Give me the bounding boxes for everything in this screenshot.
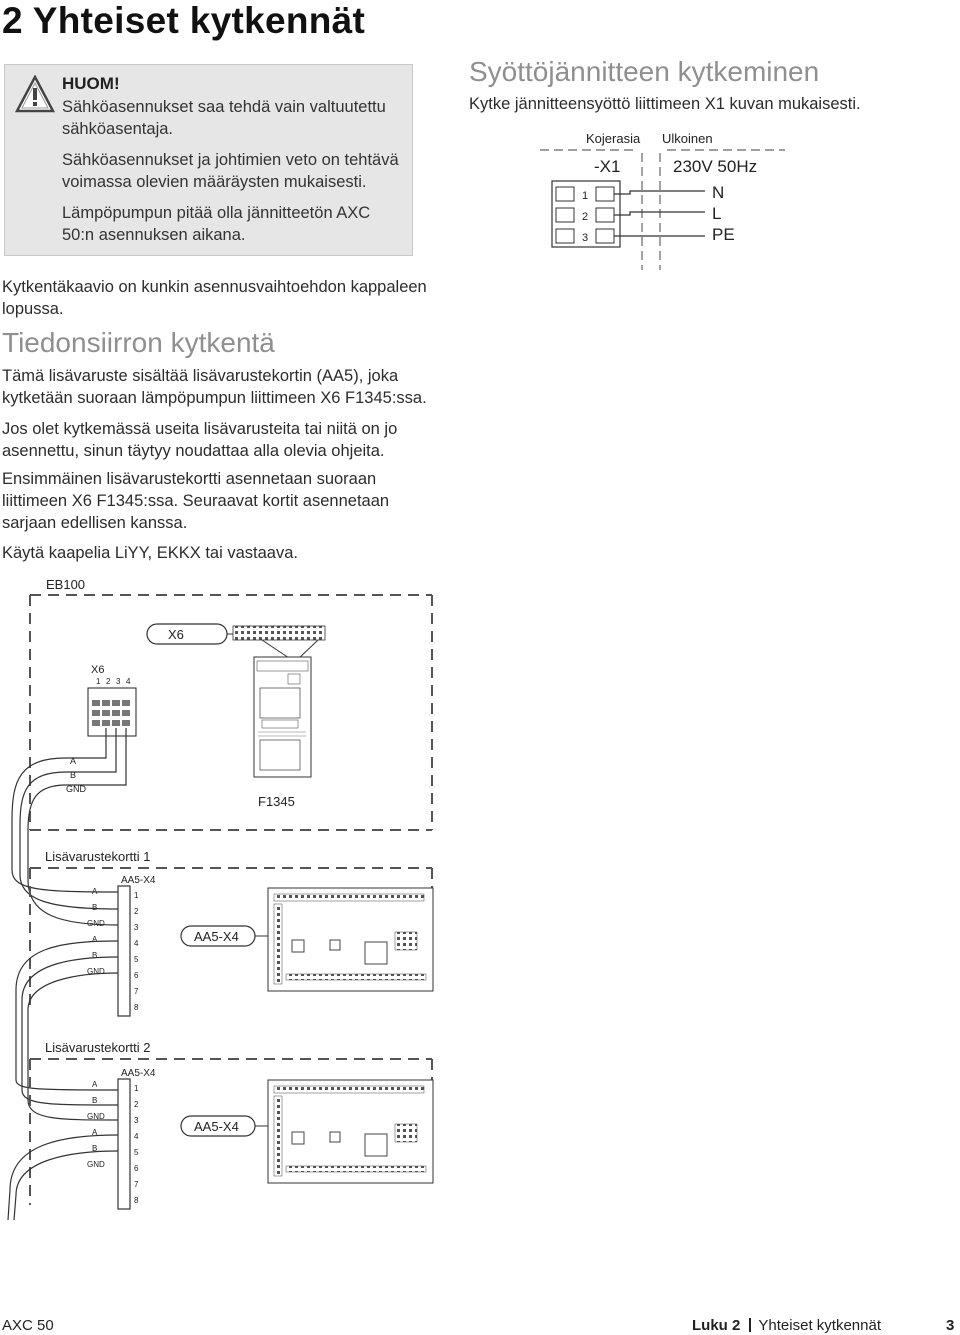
card2-signal-a-1: A [92, 1080, 98, 1089]
card2-pin-3: 3 [134, 1116, 139, 1125]
card1-pin-3: 3 [134, 923, 139, 932]
x6-pin-4: 4 [126, 677, 131, 686]
comm-paragraph-4: Käytä kaapelia LiYY, EKKX tai vastaava. [2, 544, 298, 562]
x6-pin-1: 1 [96, 677, 101, 686]
card1-signal-b-2: B [92, 951, 98, 960]
card1-terminal [118, 886, 130, 1016]
card2-signal-gnd-1: GND [87, 1112, 105, 1121]
voltage-label: 230V 50Hz [673, 157, 758, 176]
card2-pin-7: 7 [134, 1180, 139, 1189]
card2-terminal [118, 1079, 130, 1209]
card2-pin-2: 2 [134, 1100, 139, 1109]
x6-pin-3: 3 [116, 677, 121, 686]
card1-pin-4: 4 [134, 939, 139, 948]
card1-board [268, 888, 433, 991]
f1345-label: F1345 [258, 794, 295, 809]
note-paragraph-3: Lämpöpumpun pitää olla jännitteetön AXC 50:n asennuksen aikana. [62, 204, 371, 244]
card1-aa5-x4-callout: AA5-X4 [194, 929, 239, 944]
note-paragraph-2: Sähköasennukset ja johtimien veto on tehtävä voimassa olevien määräysten mukaisesti. [62, 151, 399, 191]
wire-pe-label: PE [712, 225, 735, 244]
wire-l-label: L [712, 204, 722, 223]
card2-pin-1: 1 [134, 1084, 139, 1093]
x6-signal-b: B [70, 770, 77, 780]
card2-label: Lisävarustekortti 2 [45, 1040, 151, 1055]
card1-aa5-x4-label: AA5-X4 [121, 875, 156, 886]
card1-label: Lisävarustekortti 1 [45, 849, 151, 864]
communication-diagram [0, 570, 440, 1220]
card1-signal-gnd-2: GND [87, 967, 105, 976]
supply-heading: Syöttöjännitteen kytkeminen [469, 56, 820, 87]
warning-triangle-icon [15, 75, 55, 113]
card2-pin-5: 5 [134, 1148, 139, 1157]
page-title: 2 Yhteiset kytkennät [2, 0, 366, 41]
footer-divider [749, 1318, 751, 1332]
card2-pin-8: 8 [134, 1196, 139, 1205]
card2-aa5-x4-label: AA5-X4 [121, 1068, 156, 1079]
card1-signal-b-1: B [92, 903, 98, 912]
footer-chapter [692, 1317, 881, 1334]
card1-signal-a-2: A [92, 935, 98, 944]
f1345-unit [254, 657, 311, 777]
card1-pin-1: 1 [134, 891, 139, 900]
x6-connector-strip [233, 626, 325, 640]
footer-chapter-title: Yhteiset kytkennät [758, 1317, 881, 1334]
x6-signal-a: A [70, 756, 77, 766]
comm-heading: Tiedonsiirron kytkentä [2, 327, 275, 358]
terminal-number-1: 1 [582, 190, 589, 202]
footer-product: AXC 50 [2, 1317, 54, 1334]
card1-pin-6: 6 [134, 971, 139, 980]
kojerasia-label: Kojerasia [586, 131, 641, 146]
card1-pin-8: 8 [134, 1003, 139, 1012]
card1-pin-5: 5 [134, 955, 139, 964]
supply-text: Kytke jännitteensyöttö liittimeen X1 kuvan mukaisesti. [469, 95, 861, 113]
card1-signal-a-1: A [92, 887, 98, 896]
ulkoinen-label: Ulkoinen [662, 131, 713, 146]
x6-pin-2: 2 [106, 677, 111, 686]
eb100-label: EB100 [46, 577, 86, 592]
card2-signal-a-2: A [92, 1128, 98, 1137]
card1-signal-gnd-1: GND [87, 919, 105, 928]
terminal-x1-label: -X1 [594, 157, 621, 176]
card2-board [268, 1080, 433, 1183]
card2-signal-gnd-2: GND [87, 1160, 105, 1169]
comm-paragraph-1: Tämä lisävaruste sisältää lisävarustekortin (AA5), joka kytketään suoraan lämpöpumpun liittimeen X6 F1345:ssa. [2, 367, 427, 407]
page-number: 3 [946, 1317, 955, 1334]
card2-signal-b-2: B [92, 1144, 98, 1153]
card2-signal-b-1: B [92, 1096, 98, 1105]
x6-block-label: X6 [91, 664, 105, 676]
x6-signal-gnd: GND [66, 784, 86, 794]
card2-pin-6: 6 [134, 1164, 139, 1173]
card2-aa5-x4-callout: AA5-X4 [194, 1119, 239, 1134]
card1-pin-2: 2 [134, 907, 139, 916]
warning-note [4, 64, 413, 256]
wire-n-label: N [712, 183, 725, 202]
footer-chapter-number: Luku 2 [692, 1317, 741, 1334]
comm-paragraph-2: Jos olet kytkemässä useita lisävarusteita tai niitä on jo asennettu, sinun täytyy noudattaa alla olevia ohjeita. [2, 420, 398, 460]
note-paragraph-1: Sähköasennukset saa tehdä vain valtuutettu sähköasentaja. [62, 98, 386, 138]
terminal-number-3: 3 [582, 232, 589, 244]
card2-pin-4: 4 [134, 1132, 139, 1141]
comm-paragraph-3: Ensimmäinen lisävarustekortti asennetaan suoraan liittimeen X6 F1345:ssa. Seuraavat kortit asennetaan sarjaan edellisen kanssa. [2, 470, 390, 532]
supply-diagram [530, 125, 790, 270]
note-title: HUOM! [62, 74, 120, 93]
wiring-note: Kytkentäkaavio on kunkin asennusvaihtoehdon kappaleen lopussa. [2, 278, 427, 318]
x6-callout-label: X6 [168, 627, 184, 642]
card1-pin-7: 7 [134, 987, 139, 996]
terminal-number-2: 2 [582, 211, 589, 223]
